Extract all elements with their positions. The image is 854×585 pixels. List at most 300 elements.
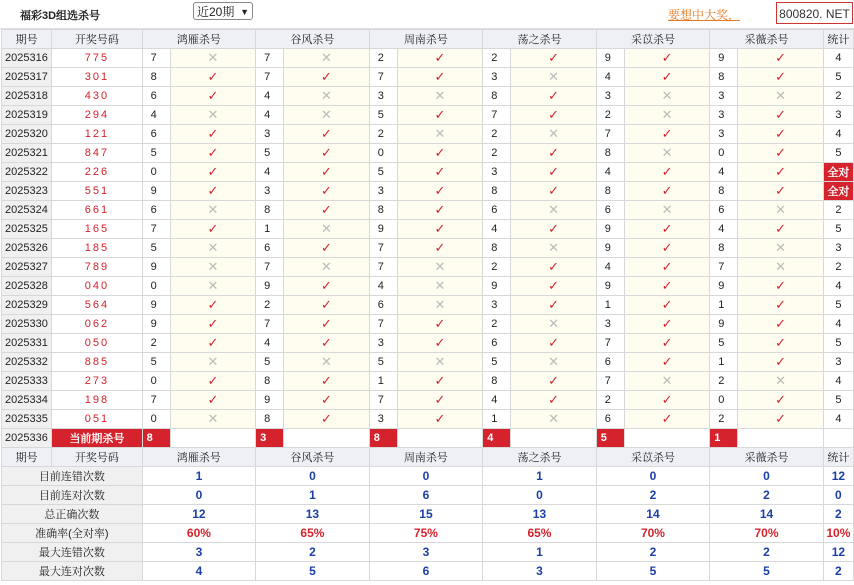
summary-value: 1 <box>483 467 597 486</box>
summary-value: 0 <box>369 467 483 486</box>
issue-number: 2025333 <box>2 372 52 391</box>
check-icon: ✓ <box>511 277 596 296</box>
kill-number: 3 <box>596 87 624 106</box>
issue-number: 2025331 <box>2 334 52 353</box>
kill-number: 7 <box>596 372 624 391</box>
issue-number: 2025316 <box>2 49 52 68</box>
issue-number: 2025326 <box>2 239 52 258</box>
draw-number: 885 <box>52 353 142 372</box>
check-icon: ✓ <box>397 163 482 182</box>
table-row <box>2 220 854 239</box>
current-kill-gufeng: 3 <box>256 429 284 448</box>
table-row <box>2 87 854 106</box>
current-row <box>2 429 854 448</box>
summary-value: 2 <box>596 543 710 562</box>
issue-number: 2025317 <box>2 68 52 87</box>
current-stat-blank <box>823 429 853 448</box>
cross-icon: ✕ <box>624 201 709 220</box>
kill-number: 2 <box>596 106 624 125</box>
cross-icon: ✕ <box>170 277 255 296</box>
current-blank <box>511 429 596 448</box>
check-icon: ✓ <box>624 296 709 315</box>
kill-number: 2 <box>596 391 624 410</box>
kill-number: 4 <box>142 106 170 125</box>
cross-icon: ✕ <box>284 87 369 106</box>
check-icon: ✓ <box>511 106 596 125</box>
draw-number: 301 <box>52 68 142 87</box>
check-icon: ✓ <box>284 144 369 163</box>
kill-number: 2 <box>483 258 511 277</box>
app-title: 福彩3D组选杀号 <box>20 10 101 22</box>
summary-value: 5 <box>596 562 710 581</box>
kill-number: 7 <box>256 258 284 277</box>
kill-number: 7 <box>710 258 738 277</box>
kill-number: 7 <box>369 315 397 334</box>
header-draw: 开奖号码 <box>52 30 142 49</box>
summary-value: 60% <box>142 524 256 543</box>
kill-number: 9 <box>596 277 624 296</box>
kill-number: 1 <box>596 296 624 315</box>
summary-label: 目前连错次数 <box>2 467 143 486</box>
kill-number: 1 <box>483 410 511 429</box>
kill-number: 3 <box>256 125 284 144</box>
kill-number: 4 <box>483 391 511 410</box>
kill-number: 0 <box>142 372 170 391</box>
kill-number: 8 <box>483 239 511 258</box>
table-header-row <box>2 30 854 49</box>
check-icon: ✓ <box>170 68 255 87</box>
check-icon: ✓ <box>397 391 482 410</box>
kill-number: 4 <box>483 220 511 239</box>
top-bar <box>0 0 854 29</box>
kill-number: 4 <box>256 106 284 125</box>
cross-icon: ✕ <box>511 239 596 258</box>
kill-number: 6 <box>596 353 624 372</box>
check-icon: ✓ <box>284 315 369 334</box>
kill-number: 1 <box>710 353 738 372</box>
table-row <box>2 125 854 144</box>
issue-number: 2025325 <box>2 220 52 239</box>
cross-icon: ✕ <box>738 258 823 277</box>
check-icon: ✓ <box>397 220 482 239</box>
check-icon: ✓ <box>170 144 255 163</box>
check-icon: ✓ <box>284 163 369 182</box>
check-icon: ✓ <box>624 334 709 353</box>
summary-value: 2 <box>596 486 710 505</box>
issue-number: 2025327 <box>2 258 52 277</box>
draw-number: 040 <box>52 277 142 296</box>
draw-number: 198 <box>52 391 142 410</box>
kill-number: 0 <box>142 277 170 296</box>
kill-number: 8 <box>256 410 284 429</box>
draw-number: 661 <box>52 201 142 220</box>
table-row <box>2 334 854 353</box>
cross-icon: ✕ <box>624 144 709 163</box>
summary-row <box>2 486 854 505</box>
kill-number: 9 <box>142 182 170 201</box>
summary-value: 65% <box>483 524 597 543</box>
check-icon: ✓ <box>284 372 369 391</box>
kill-number: 5 <box>142 144 170 163</box>
current-kill-caiwei: 1 <box>710 429 738 448</box>
stat-count: 2 <box>823 87 853 106</box>
summary-header-zhounan: 周南杀号 <box>369 448 483 467</box>
kill-number: 2 <box>369 49 397 68</box>
check-icon: ✓ <box>624 220 709 239</box>
cross-icon: ✕ <box>170 106 255 125</box>
summary-value: 13 <box>483 505 597 524</box>
summary-header-caiyi: 采苡杀号 <box>596 448 710 467</box>
check-icon: ✓ <box>624 163 709 182</box>
table-row <box>2 277 854 296</box>
kill-number: 3 <box>483 68 511 87</box>
check-icon: ✓ <box>397 182 482 201</box>
cross-icon: ✕ <box>397 125 482 144</box>
cross-icon: ✕ <box>624 106 709 125</box>
cross-icon: ✕ <box>511 315 596 334</box>
current-kill-caiyi: 5 <box>596 429 624 448</box>
check-icon: ✓ <box>170 334 255 353</box>
kill-number: 7 <box>483 106 511 125</box>
check-icon: ✓ <box>170 315 255 334</box>
check-icon: ✓ <box>511 296 596 315</box>
kill-number: 6 <box>483 201 511 220</box>
current-blank <box>624 429 709 448</box>
summary-value: 5 <box>256 562 370 581</box>
check-icon: ✓ <box>511 163 596 182</box>
check-icon: ✓ <box>738 334 823 353</box>
kill-number: 5 <box>710 334 738 353</box>
summary-header-hongyan: 鸿雁杀号 <box>142 448 256 467</box>
stat-count: 3 <box>823 353 853 372</box>
header-hongyan: 鸿雁杀号 <box>142 30 256 49</box>
draw-number: 050 <box>52 334 142 353</box>
stat-count: 5 <box>823 391 853 410</box>
summary-value: 0 <box>142 486 256 505</box>
kill-number-table <box>1 29 854 581</box>
summary-value: 0 <box>483 486 597 505</box>
kill-number: 4 <box>256 163 284 182</box>
summary-value: 12 <box>142 505 256 524</box>
stat-count: 5 <box>823 220 853 239</box>
promo-link[interactable]: 要想中大奖， <box>668 8 741 22</box>
issue-number: 2025322 <box>2 163 52 182</box>
draw-number: 789 <box>52 258 142 277</box>
summary-header-stat: 统计 <box>823 448 853 467</box>
check-icon: ✓ <box>738 106 823 125</box>
kill-number: 3 <box>369 87 397 106</box>
summary-header-caiwei: 采薇杀号 <box>710 448 824 467</box>
draw-number: 185 <box>52 239 142 258</box>
current-kill-dangzhi: 4 <box>483 429 511 448</box>
check-icon: ✓ <box>170 296 255 315</box>
summary-value: 3 <box>369 543 483 562</box>
kill-number: 7 <box>369 391 397 410</box>
summary-value: 2 <box>710 543 824 562</box>
table-row <box>2 49 854 68</box>
summary-label: 最大连错次数 <box>2 543 143 562</box>
check-icon: ✓ <box>397 201 482 220</box>
kill-number: 5 <box>369 353 397 372</box>
check-icon: ✓ <box>738 68 823 87</box>
draw-number: 121 <box>52 125 142 144</box>
kill-number: 7 <box>596 125 624 144</box>
kill-number: 8 <box>256 372 284 391</box>
cross-icon: ✕ <box>511 68 596 87</box>
summary-value: 14 <box>596 505 710 524</box>
kill-number: 4 <box>710 163 738 182</box>
summary-label: 最大连对次数 <box>2 562 143 581</box>
check-icon: ✓ <box>624 49 709 68</box>
cross-icon: ✕ <box>170 201 255 220</box>
check-icon: ✓ <box>170 125 255 144</box>
check-icon: ✓ <box>284 201 369 220</box>
kill-number: 8 <box>710 68 738 87</box>
kill-number: 8 <box>596 144 624 163</box>
site-badge[interactable]: 800820. NET <box>776 2 853 24</box>
check-icon: ✓ <box>397 144 482 163</box>
cross-icon: ✕ <box>738 87 823 106</box>
stat-count: 5 <box>823 68 853 87</box>
kill-number: 5 <box>142 239 170 258</box>
stat-count: 2 <box>823 258 853 277</box>
kill-number: 5 <box>369 163 397 182</box>
issue-number: 2025324 <box>2 201 52 220</box>
kill-number: 8 <box>596 182 624 201</box>
kill-number: 6 <box>142 87 170 106</box>
kill-number: 3 <box>710 125 738 144</box>
check-icon: ✓ <box>511 391 596 410</box>
summary-value: 10% <box>823 524 853 543</box>
table-row <box>2 106 854 125</box>
check-icon: ✓ <box>170 220 255 239</box>
draw-number: 847 <box>52 144 142 163</box>
summary-header-draw: 开奖号码 <box>52 448 142 467</box>
check-icon: ✓ <box>284 334 369 353</box>
check-icon: ✓ <box>624 68 709 87</box>
summary-row <box>2 467 854 486</box>
kill-number: 3 <box>596 315 624 334</box>
kill-number: 2 <box>710 410 738 429</box>
check-icon: ✓ <box>511 220 596 239</box>
check-icon: ✓ <box>170 372 255 391</box>
current-issue: 2025336 <box>2 429 52 448</box>
check-icon: ✓ <box>511 258 596 277</box>
kill-number: 9 <box>710 315 738 334</box>
stat-count: 5 <box>823 296 853 315</box>
table-row <box>2 201 854 220</box>
cross-icon: ✕ <box>284 106 369 125</box>
summary-header-issue: 期号 <box>2 448 52 467</box>
current-label: 当前期杀号 <box>52 429 142 448</box>
issue-number: 2025335 <box>2 410 52 429</box>
draw-number: 051 <box>52 410 142 429</box>
kill-number: 7 <box>142 391 170 410</box>
kill-number: 0 <box>710 391 738 410</box>
table-row <box>2 258 854 277</box>
issue-number: 2025330 <box>2 315 52 334</box>
cross-icon: ✕ <box>170 49 255 68</box>
kill-number: 9 <box>710 277 738 296</box>
kill-number: 8 <box>710 182 738 201</box>
check-icon: ✓ <box>284 410 369 429</box>
check-icon: ✓ <box>511 372 596 391</box>
summary-value: 4 <box>142 562 256 581</box>
cross-icon: ✕ <box>284 258 369 277</box>
check-icon: ✓ <box>624 258 709 277</box>
kill-number: 2 <box>142 334 170 353</box>
cross-icon: ✕ <box>511 353 596 372</box>
kill-number: 9 <box>710 49 738 68</box>
summary-value: 1 <box>256 486 370 505</box>
kill-number: 6 <box>142 125 170 144</box>
kill-number: 5 <box>256 353 284 372</box>
kill-number: 9 <box>596 49 624 68</box>
draw-number: 551 <box>52 182 142 201</box>
kill-number: 6 <box>596 201 624 220</box>
issue-number: 2025329 <box>2 296 52 315</box>
summary-label: 准确率(全对率) <box>2 524 143 543</box>
period-select[interactable] <box>193 2 253 20</box>
check-icon: ✓ <box>170 182 255 201</box>
kill-number: 6 <box>483 334 511 353</box>
check-icon: ✓ <box>170 163 255 182</box>
check-icon: ✓ <box>624 353 709 372</box>
stat-count: 4 <box>823 277 853 296</box>
summary-value: 1 <box>483 543 597 562</box>
check-icon: ✓ <box>511 87 596 106</box>
kill-number: 7 <box>142 220 170 239</box>
stat-count: 4 <box>823 49 853 68</box>
stat-count: 4 <box>823 410 853 429</box>
kill-number: 8 <box>483 182 511 201</box>
kill-number: 4 <box>596 68 624 87</box>
history-rows <box>2 49 854 429</box>
summary-value: 0 <box>256 467 370 486</box>
kill-number: 5 <box>369 106 397 125</box>
kill-number: 2 <box>483 315 511 334</box>
current-kill-hongyan: 8 <box>142 429 170 448</box>
kill-number: 3 <box>710 106 738 125</box>
issue-number: 2025320 <box>2 125 52 144</box>
stat-count: 5 <box>823 334 853 353</box>
kill-number: 8 <box>483 372 511 391</box>
check-icon: ✓ <box>511 144 596 163</box>
summary-value: 6 <box>369 562 483 581</box>
table-row <box>2 391 854 410</box>
summary-value: 75% <box>369 524 483 543</box>
table-row <box>2 410 854 429</box>
kill-number: 5 <box>483 353 511 372</box>
check-icon: ✓ <box>738 125 823 144</box>
summary-value: 70% <box>596 524 710 543</box>
check-icon: ✓ <box>170 87 255 106</box>
kill-number: 9 <box>142 296 170 315</box>
summary-row <box>2 543 854 562</box>
cross-icon: ✕ <box>397 258 482 277</box>
check-icon: ✓ <box>284 239 369 258</box>
kill-number: 8 <box>369 201 397 220</box>
cross-icon: ✕ <box>170 239 255 258</box>
check-icon: ✓ <box>284 277 369 296</box>
check-icon: ✓ <box>397 68 482 87</box>
all-correct-badge: 全对 <box>823 182 853 201</box>
kill-number: 7 <box>369 239 397 258</box>
summary-value: 3 <box>142 543 256 562</box>
cross-icon: ✕ <box>170 353 255 372</box>
cross-icon: ✕ <box>170 258 255 277</box>
kill-number: 3 <box>483 296 511 315</box>
kill-number: 6 <box>596 410 624 429</box>
cross-icon: ✕ <box>511 125 596 144</box>
kill-number: 3 <box>369 182 397 201</box>
current-blank <box>170 429 255 448</box>
draw-number: 273 <box>52 372 142 391</box>
table-row <box>2 315 854 334</box>
summary-value: 0 <box>823 486 853 505</box>
kill-number: 2 <box>483 144 511 163</box>
check-icon: ✓ <box>284 68 369 87</box>
check-icon: ✓ <box>397 49 482 68</box>
header-issue: 期号 <box>2 30 52 49</box>
table-row <box>2 144 854 163</box>
check-icon: ✓ <box>738 353 823 372</box>
check-icon: ✓ <box>511 334 596 353</box>
stat-count: 4 <box>823 315 853 334</box>
cross-icon: ✕ <box>397 87 482 106</box>
check-icon: ✓ <box>284 182 369 201</box>
table-row <box>2 296 854 315</box>
summary-row <box>2 505 854 524</box>
check-icon: ✓ <box>284 125 369 144</box>
check-icon: ✓ <box>284 296 369 315</box>
summary-label: 总正确次数 <box>2 505 143 524</box>
check-icon: ✓ <box>624 239 709 258</box>
issue-number: 2025332 <box>2 353 52 372</box>
check-icon: ✓ <box>738 315 823 334</box>
summary-value: 2 <box>256 543 370 562</box>
cross-icon: ✕ <box>397 296 482 315</box>
issue-number: 2025318 <box>2 87 52 106</box>
summary-row <box>2 524 854 543</box>
current-blank <box>397 429 482 448</box>
cross-icon: ✕ <box>284 353 369 372</box>
stat-count: 4 <box>823 372 853 391</box>
summary-value: 14 <box>710 505 824 524</box>
kill-number: 9 <box>256 277 284 296</box>
table-row <box>2 163 854 182</box>
kill-number: 3 <box>710 87 738 106</box>
table-row <box>2 182 854 201</box>
cross-icon: ✕ <box>170 410 255 429</box>
check-icon: ✓ <box>397 106 482 125</box>
current-blank <box>284 429 369 448</box>
check-icon: ✓ <box>738 220 823 239</box>
draw-number: 165 <box>52 220 142 239</box>
summary-value: 12 <box>823 543 853 562</box>
kill-number: 6 <box>710 201 738 220</box>
kill-number: 9 <box>596 239 624 258</box>
kill-number: 9 <box>142 315 170 334</box>
kill-number: 7 <box>256 49 284 68</box>
summary-value: 2 <box>823 562 853 581</box>
kill-number: 7 <box>369 68 397 87</box>
issue-number: 2025334 <box>2 391 52 410</box>
kill-number: 1 <box>369 372 397 391</box>
kill-number: 7 <box>142 49 170 68</box>
kill-number: 0 <box>369 144 397 163</box>
kill-number: 3 <box>369 334 397 353</box>
